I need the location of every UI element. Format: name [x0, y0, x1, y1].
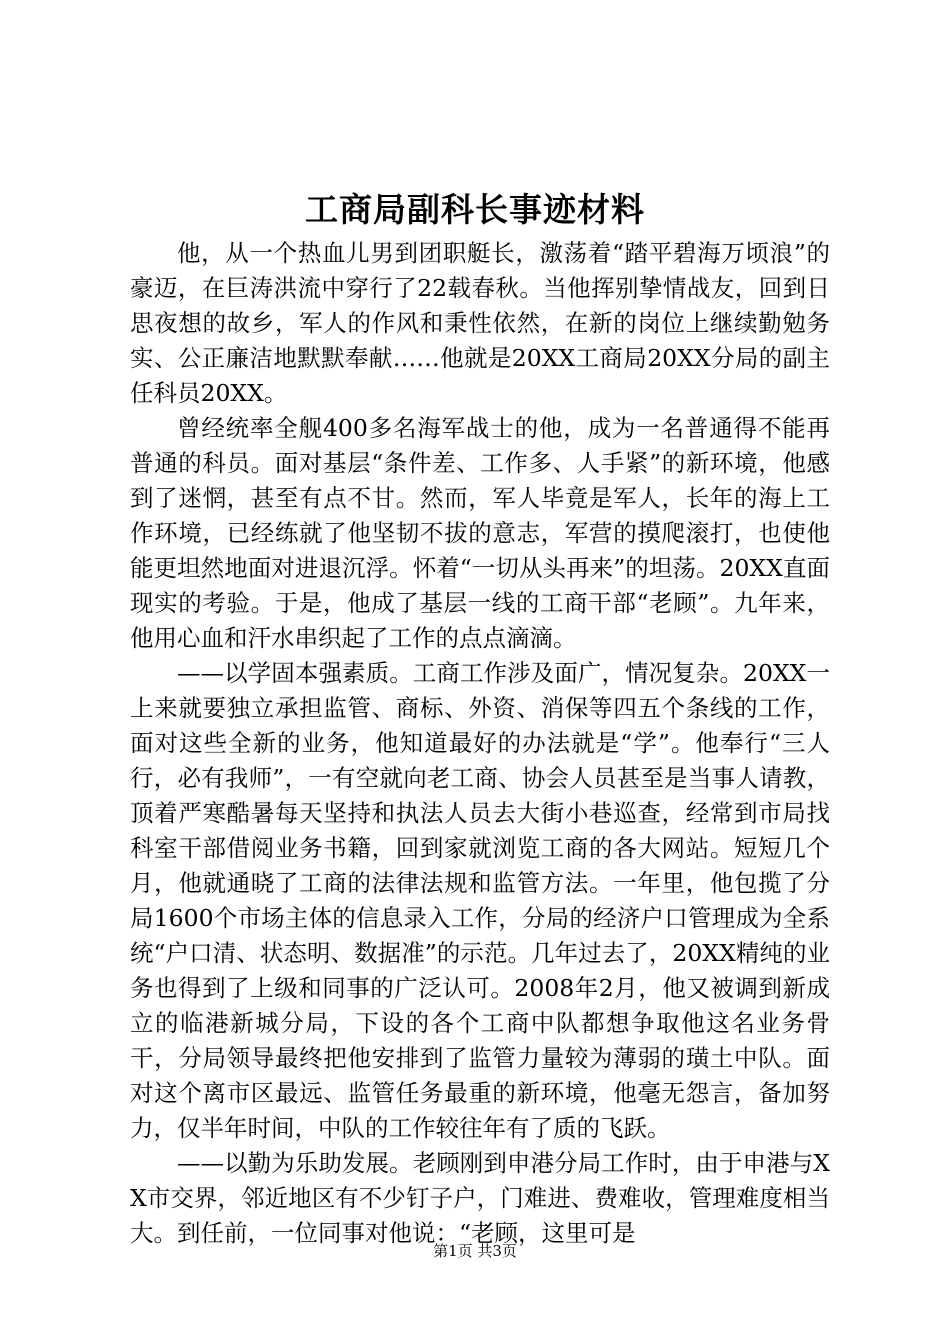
paragraph-intro: 他，从一个热血儿男到团职艇长，激荡着“踏平碧海万顷浪”的豪迈，在巨涛洪流中穿行了22载春秋。当他挥别挚情战友，回到日思夜想的故乡，军人的作风和秉性依然，在新的岗位上继续勤勉务实、公正廉洁地默默奉献……他就是20XX工商局20XX分局的副主任科员20XX。	[130, 239, 830, 407]
paragraph-diligence: ——以勤为乐助发展。老顾刚到申港分局工作时，由于申港与XX市交界，邻近地区有不少钉子户，门难进、费难收，管理难度相当大。到任前，一位同事对他说：“老顾，这里可是	[130, 1149, 830, 1247]
paragraph-background: 曾经统率全舰400多名海军战士的他，成为一名普通得不能再普通的科员。面对基层“条件差、工作多、人手紧”的新环境，他感到了迷惘，甚至有点不甘。然而，军人毕竟是军人，长年的海上工作环境，已经练就了他坚韧不拔的意志，军营的摸爬滚打，也使他能更坦然地面对进退沉浮。怀着“一切从头再来”的坦荡。20XX直面现实的考验。于是，他成了基层一线的工商干部“老顾”。九年来，他用心血和汗水串织起了工作的点点滴滴。	[130, 414, 830, 652]
page-number-footer: 第1页 共3页	[433, 1242, 517, 1260]
document-body	[130, 236, 830, 1251]
document-title: 工商局副科长事迹材料	[305, 190, 645, 229]
paragraph-study: ——以学固本强素质。工商工作涉及面广，情况复杂。20XX一上来就要独立承担监管、商标、外资、消保等四五个条线的工作，面对这些全新的业务，他知道最好的办法就是“学”。他奉行“三人行，必有我师”，一有空就向老工商、协会人员甚至是当事人请教，顶着严寒酷暑每天坚持和执法人员去大街小巷巡查，经常到市局找科室干部借阅业务书籍，回到家就浏览工商的各大网站。短短几个月，他就通晓了工商的法律法规和监管方法。一年里，他包揽了分局1600个市场主体的信息录入工作，分局的经济户口管理成为全系统“户口清、状态明、数据准”的示范。几年过去了，20XX精纯的业务也得到了上级和同事的广泛认可。2008年2月，他又被调到新成立的临港新城分局，下设的各个工商中队都想争取他这名业务骨干，分局领导最终把他安排到了监管力量较为薄弱的璜土中队。面对这个离市区最远、监管任务最重的新环境，他毫无怨言，备加努力，仅半年时间，中队的工作较往年有了质的飞跃。	[130, 659, 830, 1142]
